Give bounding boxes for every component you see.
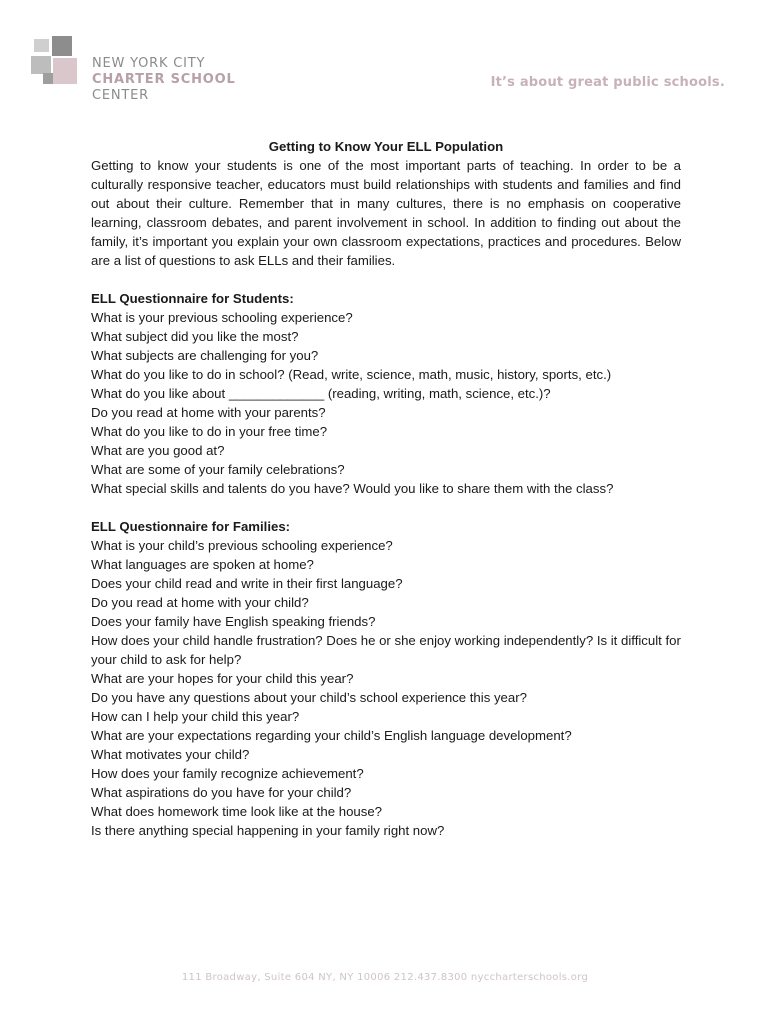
tagline: It’s about great public schools. — [490, 75, 725, 90]
question-item: How does your family recognize achievement? — [91, 766, 364, 781]
question-item: What is your previous schooling experience? — [91, 310, 353, 325]
question-item: Do you read at home with your parents? — [91, 405, 326, 420]
document-title: Getting to Know Your ELL Population — [268, 139, 504, 154]
question-item: Do you have any questions about your child’s school experience this year? — [91, 690, 527, 705]
question-item: What are your expectations regarding your child’s English language development? — [91, 728, 572, 743]
question-item: What special skills and talents do you have? Would you like to share them with the class? — [91, 481, 614, 496]
question-item: What does homework time look like at the house? — [91, 804, 383, 819]
students-question-list — [91, 308, 681, 498]
students-section — [91, 289, 681, 498]
question-item: What languages are spoken at home? — [91, 557, 314, 572]
families-question-list — [91, 536, 681, 840]
question-item: What are your hopes for your child this year? — [91, 671, 354, 686]
logo-line-3: CENTER — [92, 88, 150, 103]
question-item: How does your child handle frustration? Does he or she enjoy working independently? Is it difficult for your child to ask for help? — [91, 633, 681, 667]
question-item: What are you good at? — [91, 443, 225, 458]
question-item: What subjects are challenging for you? — [91, 348, 319, 363]
question-item: What do you like to do in your free time? — [91, 424, 328, 439]
logo-line-2: CHARTER SCHOOL — [92, 72, 236, 87]
question-item: What do you like about _____________ (reading, writing, math, science, etc.)? — [91, 386, 551, 401]
question-item: Does your child read and write in their first language? — [91, 576, 403, 591]
logo-wordmark — [92, 56, 236, 104]
question-item: Is there anything special happening in your family right now? — [91, 823, 445, 838]
footer-address: 111 Broadway, Suite 604 NY, NY 10006 212.437.8300 nyccharterschools.org — [181, 972, 589, 983]
students-heading: ELL Questionnaire for Students: — [91, 291, 294, 306]
question-item: What are some of your family celebrations? — [91, 462, 345, 477]
logo-line-1: NEW YORK CITY — [92, 56, 206, 71]
question-item: What is your child’s previous schooling experience? — [91, 538, 393, 553]
letterhead — [0, 0, 770, 120]
question-item: What aspirations do you have for your child? — [91, 785, 352, 800]
question-item: How can I help your child this year? — [91, 709, 300, 724]
question-item: What motivates your child? — [91, 747, 250, 762]
question-item: Does your family have English speaking friends? — [91, 614, 376, 629]
families-section — [91, 517, 681, 840]
intro-paragraph: Getting to know your students is one of the most important parts of teaching. In order to be a culturally responsive teacher, educators must build relationships with students and families and find out about their culture. Remember that in many cultures, there is no emphasis on cooperative learning, classroom debates, and parent involvement in school. In addition to finding out about the family, it’s important you explain your own classroom expectations, practices and procedures. Below are a list of questions to ask ELLs and their families. — [91, 158, 681, 268]
logo-squares-icon — [31, 36, 83, 88]
question-item: What do you like to do in school? (Read, write, science, math, music, history, sports, etc.) — [91, 367, 612, 382]
question-item: Do you read at home with your child? — [91, 595, 309, 610]
document-body — [91, 135, 681, 840]
families-heading: ELL Questionnaire for Families: — [91, 519, 291, 534]
question-item: What subject did you like the most? — [91, 329, 299, 344]
